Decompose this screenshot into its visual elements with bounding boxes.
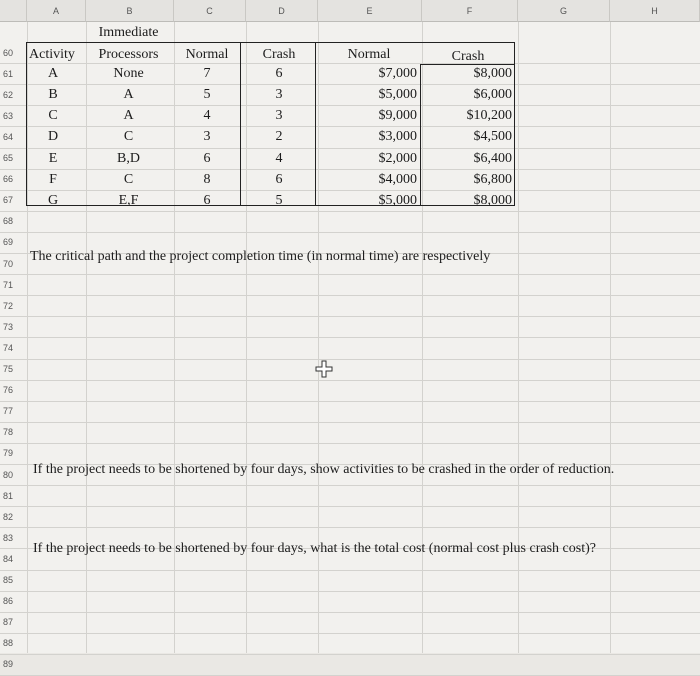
grid-row-line xyxy=(0,126,700,127)
column-header-a[interactable]: A xyxy=(27,0,86,22)
row-header-63[interactable]: 63 xyxy=(3,110,14,121)
crash-time-cell[interactable]: 6 xyxy=(275,66,283,82)
crash-cost-cell[interactable]: $6,000 xyxy=(473,87,512,103)
column-header-h[interactable]: H xyxy=(610,0,700,22)
crash-cost-cell[interactable]: $6,400 xyxy=(473,150,512,166)
row-header-66[interactable]: 66 xyxy=(3,174,14,185)
activity-cell[interactable]: C xyxy=(48,108,58,124)
row-header-60[interactable]: 60 xyxy=(3,47,14,58)
normal-time-cell[interactable]: 5 xyxy=(203,87,211,103)
table-divider xyxy=(240,42,241,206)
crash-cost-cell[interactable]: $10,200 xyxy=(466,108,512,124)
header-crash-time[interactable]: Crash xyxy=(262,47,296,62)
row-header-70[interactable]: 70 xyxy=(3,258,14,269)
crash-time-cell[interactable]: 5 xyxy=(275,192,283,208)
grid-row-line xyxy=(0,654,700,655)
row-header-88[interactable]: 88 xyxy=(3,638,14,649)
normal-time-cell[interactable]: 4 xyxy=(203,108,211,124)
grid-row-line xyxy=(0,633,700,634)
predecessor-cell[interactable]: A xyxy=(123,87,134,103)
row-header-71[interactable]: 71 xyxy=(3,279,14,290)
crash-cost-cell[interactable]: $6,800 xyxy=(473,171,512,187)
select-all-corner[interactable] xyxy=(0,0,27,22)
grid-row-line xyxy=(0,148,700,149)
normal-cost-cell[interactable]: $2,000 xyxy=(378,150,417,166)
row-header-69[interactable]: 69 xyxy=(3,237,14,248)
crash-time-cell[interactable]: 2 xyxy=(275,129,283,145)
row-header-68[interactable]: 68 xyxy=(3,216,14,227)
header-crash-cost[interactable]: Crash xyxy=(451,49,485,64)
grid-row-line xyxy=(0,443,700,444)
table-divider xyxy=(420,64,421,206)
activity-cell[interactable]: D xyxy=(47,129,59,145)
row-header-83[interactable]: 83 xyxy=(3,532,14,543)
grid-row-line xyxy=(0,274,700,275)
normal-time-cell[interactable]: 7 xyxy=(203,66,211,82)
normal-cost-cell[interactable]: $3,000 xyxy=(378,129,417,145)
grid-row-line xyxy=(0,422,700,423)
normal-time-cell[interactable]: 3 xyxy=(203,129,211,145)
row-header-62[interactable]: 62 xyxy=(3,89,14,100)
normal-cost-cell[interactable]: $5,000 xyxy=(378,87,417,103)
row-header-76[interactable]: 76 xyxy=(3,385,14,396)
column-header-b[interactable]: B xyxy=(86,0,174,22)
predecessor-cell[interactable]: C xyxy=(123,171,134,187)
row-header-89[interactable]: 89 xyxy=(3,659,14,670)
activity-cell[interactable]: E xyxy=(48,150,58,166)
activity-cell[interactable]: A xyxy=(47,66,59,82)
normal-cost-cell[interactable]: $4,000 xyxy=(378,171,417,187)
column-header-f[interactable]: F xyxy=(422,0,518,22)
row-header-73[interactable]: 73 xyxy=(3,321,14,332)
row-header-85[interactable]: 85 xyxy=(3,575,14,586)
normal-time-cell[interactable]: 6 xyxy=(203,192,211,208)
grid-row-line xyxy=(0,570,700,571)
column-header-e[interactable]: E xyxy=(318,0,422,22)
row-header-84[interactable]: 84 xyxy=(3,553,14,564)
question-crash-order[interactable]: If the project needs to be shortened by four days, show activities to be crashed in the order of reduction. xyxy=(33,462,615,477)
row-header-81[interactable]: 81 xyxy=(3,490,14,501)
crash-cost-cell[interactable]: $8,000 xyxy=(473,192,512,208)
row-header-87[interactable]: 87 xyxy=(3,617,14,628)
row-header-74[interactable]: 74 xyxy=(3,342,14,353)
row-header-72[interactable]: 72 xyxy=(3,300,14,311)
row-header-82[interactable]: 82 xyxy=(3,511,14,522)
table-divider xyxy=(420,64,515,65)
activity-cell[interactable]: F xyxy=(49,171,57,187)
crash-time-cell[interactable]: 4 xyxy=(275,150,283,166)
predecessor-cell[interactable]: A xyxy=(123,108,134,124)
grid-row-line xyxy=(0,527,700,528)
question-critical-path[interactable]: The critical path and the project completion time (in normal time) are respectively xyxy=(30,249,491,264)
grid-row-line xyxy=(0,211,700,212)
crash-cost-cell[interactable]: $4,500 xyxy=(473,129,512,145)
grid-row-line xyxy=(0,380,700,381)
crash-time-cell[interactable]: 3 xyxy=(275,108,283,124)
grid-row-line xyxy=(0,232,700,233)
header-normal-cost[interactable]: Normal xyxy=(347,47,391,62)
normal-cost-cell[interactable]: $5,000 xyxy=(378,192,417,208)
header-activity[interactable]: Activity xyxy=(29,47,75,62)
crash-cost-cell[interactable]: $8,000 xyxy=(473,66,512,82)
grid-row-line xyxy=(0,506,700,507)
header-processors[interactable]: Processors xyxy=(98,47,159,62)
row-header-78[interactable]: 78 xyxy=(3,427,14,438)
question-total-cost[interactable]: If the project needs to be shortened by four days, what is the total cost (normal cost plus crash cost)? xyxy=(33,541,596,556)
normal-time-cell[interactable]: 8 xyxy=(203,171,211,187)
row-header-80[interactable]: 80 xyxy=(3,469,14,480)
normal-cost-cell[interactable]: $9,000 xyxy=(378,108,417,124)
row-header-75[interactable]: 75 xyxy=(3,364,14,375)
grid-row-line xyxy=(0,485,700,486)
row-header-86[interactable]: 86 xyxy=(3,596,14,607)
header-normal-time[interactable]: Normal xyxy=(185,47,229,62)
row-header-79[interactable]: 79 xyxy=(3,448,14,459)
grid-row-line xyxy=(0,295,700,296)
crash-time-cell[interactable]: 6 xyxy=(275,171,283,187)
crash-time-cell[interactable]: 3 xyxy=(275,87,283,103)
grid-row-line xyxy=(0,591,700,592)
grid-row-line xyxy=(0,359,700,360)
row-header-77[interactable]: 77 xyxy=(3,406,14,417)
column-header-g[interactable]: G xyxy=(518,0,610,22)
grid-row-line xyxy=(0,401,700,402)
grid-row-line xyxy=(0,337,700,338)
row-header-61[interactable]: 61 xyxy=(3,68,14,79)
column-header-d[interactable]: D xyxy=(246,0,318,22)
plus-cursor-icon xyxy=(315,360,333,378)
column-header-c[interactable]: C xyxy=(174,0,246,22)
grid-row-line xyxy=(0,105,700,106)
grid-row-line xyxy=(0,63,700,64)
table-divider xyxy=(315,42,316,206)
grid-row-line xyxy=(0,169,700,170)
activity-cell[interactable]: B xyxy=(48,87,58,103)
grid-row-line xyxy=(0,84,700,85)
normal-time-cell[interactable]: 6 xyxy=(203,150,211,166)
normal-cost-cell[interactable]: $7,000 xyxy=(378,66,417,82)
predecessor-cell[interactable]: E,F xyxy=(118,192,139,208)
row-header-65[interactable]: 65 xyxy=(3,153,14,164)
grid-row-line xyxy=(0,612,700,613)
predecessor-cell[interactable]: B,D xyxy=(117,150,140,166)
predecessor-cell[interactable]: C xyxy=(123,129,134,145)
activity-cell[interactable]: G xyxy=(47,192,59,208)
predecessor-cell[interactable]: None xyxy=(113,66,144,82)
row-header-64[interactable]: 64 xyxy=(3,131,14,142)
row-header-67[interactable]: 67 xyxy=(3,195,14,206)
header-immediate[interactable]: Immediate xyxy=(98,25,159,40)
grid-row-line xyxy=(0,316,700,317)
grid-row-line xyxy=(0,190,700,191)
